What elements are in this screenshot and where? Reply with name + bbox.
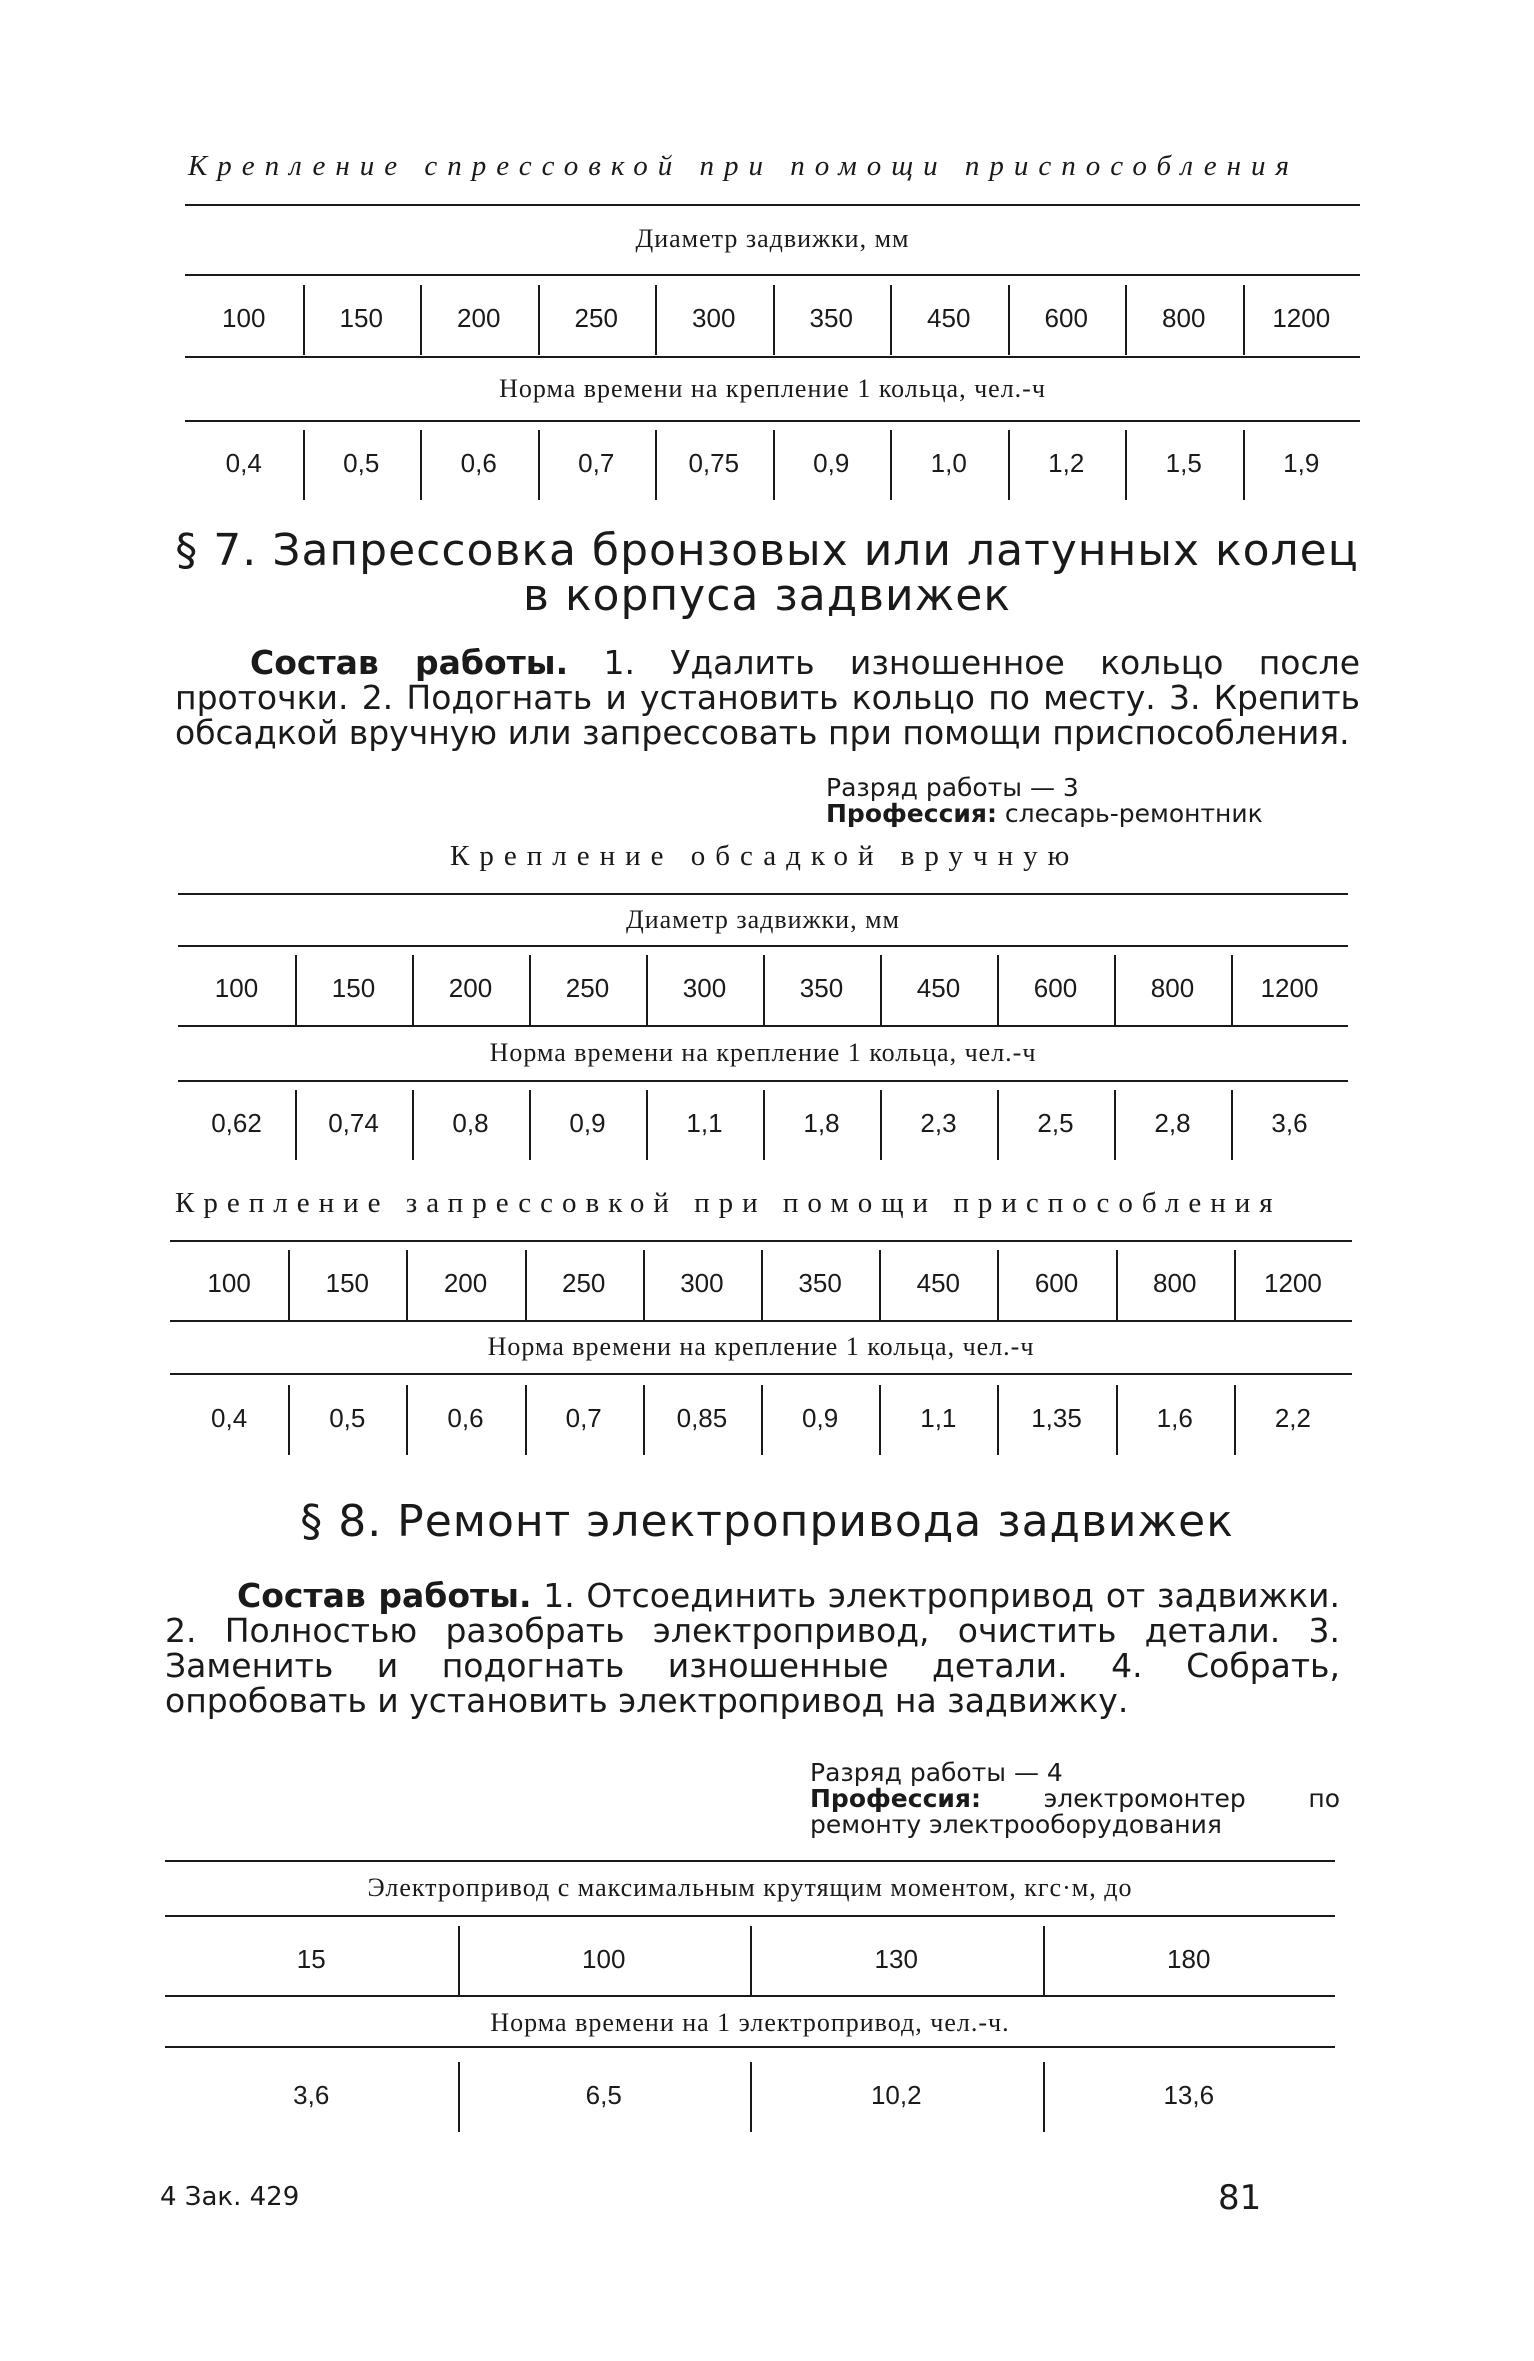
- table-cell: 450: [890, 303, 1008, 334]
- table-cell: 2,5: [997, 1108, 1114, 1139]
- table-cell: 250: [529, 973, 646, 1004]
- table-cell: 0,5: [303, 448, 421, 479]
- order-number: 4 Зак. 429: [160, 2182, 300, 2212]
- section-7-heading-line1: § 7. Запрессовка бронзовых или латунных колец: [175, 525, 1359, 576]
- table-cell: 200: [406, 1268, 524, 1299]
- composition-label: Состав работы.: [250, 643, 569, 682]
- table-cell: 3,6: [293, 2080, 330, 2110]
- table-cell: 0,75: [655, 448, 773, 479]
- table-cell: 1,0: [890, 448, 1008, 479]
- composition-label: Состав работы.: [237, 1576, 532, 1615]
- table-b-rule: [178, 945, 1348, 947]
- table-cell: 1,5: [1125, 448, 1243, 479]
- table-cell: 150: [288, 1268, 406, 1299]
- table-cell: 1,9: [1243, 448, 1361, 479]
- table-cell: 350: [761, 1268, 879, 1299]
- table-cell: 2,8: [1114, 1108, 1231, 1139]
- table-cell: 15: [296, 1944, 326, 1974]
- table-cell: 130: [750, 1944, 1043, 1975]
- table-cell: 0,4: [225, 448, 262, 478]
- table-c-rule: [170, 1320, 1352, 1322]
- table-cell: 0,9: [773, 448, 891, 479]
- section-7-grade: Разряд работы — 3: [826, 773, 1079, 802]
- table-c-caption: Крепление запрессовкой при помощи приспособления: [175, 1187, 1282, 1219]
- table-c-norm-row: [170, 1403, 1352, 1434]
- table-c-rule: [170, 1373, 1352, 1375]
- table-cell: 1200: [1231, 973, 1348, 1004]
- table-cell: 250: [538, 303, 656, 334]
- table-cell: 350: [763, 973, 880, 1004]
- table-cell: 0,6: [420, 448, 538, 479]
- table-cell: 200: [420, 303, 538, 334]
- table-cell: 150: [295, 973, 412, 1004]
- table-d-torque-row: [165, 1944, 1335, 1975]
- table-cell: 200: [412, 973, 529, 1004]
- section-8-composition: [165, 1578, 1340, 1718]
- table-d-norm-row: [165, 2080, 1335, 2111]
- section-8-grade: Разряд работы — 4: [810, 1758, 1063, 1787]
- table-cell: 100: [214, 973, 259, 1003]
- table-b-norm-row: [178, 1108, 1348, 1139]
- table-cell: 0,9: [529, 1108, 646, 1139]
- profession-value: электромонтер по ремонту электрооборудования: [810, 1784, 1341, 1839]
- table-cell: 0,85: [643, 1403, 761, 1434]
- table-cell: 2,2: [1234, 1403, 1352, 1434]
- table-cell: 0,7: [538, 448, 656, 479]
- table-cell: 0,8: [412, 1108, 529, 1139]
- table-c-diameter-row: [170, 1268, 1352, 1299]
- table-cell: 800: [1114, 973, 1231, 1004]
- table-c-top-rule: [170, 1240, 1352, 1242]
- table-b-norm-header: Норма времени на крепление 1 кольца, чел.-ч: [489, 1038, 1037, 1067]
- table-a-norm-row: [185, 448, 1360, 479]
- table-cell: 180: [1043, 1944, 1336, 1975]
- profession-label: Профессия:: [810, 1784, 981, 1813]
- table-a-top-rule: [185, 204, 1360, 206]
- table-cell: 800: [1116, 1268, 1234, 1299]
- table-d-top-rule: [165, 1860, 1335, 1862]
- table-cell: 450: [879, 1268, 997, 1299]
- table-cell: 0,7: [525, 1403, 643, 1434]
- table-cell: 0,6: [406, 1403, 524, 1434]
- table-cell: 300: [643, 1268, 761, 1299]
- table-cell: 600: [997, 1268, 1115, 1299]
- table-d-rule: [165, 2046, 1335, 2048]
- table-a-rule: [185, 420, 1360, 422]
- table-cell: 1,35: [997, 1403, 1115, 1434]
- table-b-diameter-row: [178, 973, 1348, 1004]
- table-cell: 250: [525, 1268, 643, 1299]
- table-a-diameter-row: [185, 303, 1360, 334]
- table-a-rule: [185, 356, 1360, 358]
- table-cell: 2,3: [880, 1108, 997, 1139]
- table-cell: 600: [997, 973, 1114, 1004]
- table-c-norm-header: Норма времени на крепление 1 кольца, чел.-ч: [487, 1332, 1035, 1361]
- table-cell: 100: [207, 1268, 251, 1298]
- table-cell: 800: [1125, 303, 1243, 334]
- section-7-heading-line2: в корпуса задвижек: [523, 570, 1011, 621]
- table-d-rule: [165, 1995, 1335, 1997]
- section-7-profession: [826, 801, 1263, 827]
- table-d-norm-header: Норма времени на 1 электропривод, чел.-ч.: [490, 2008, 1010, 2037]
- section-8-profession: [810, 1786, 1340, 1838]
- table-cell: 3,6: [1231, 1108, 1348, 1139]
- profession-value: слесарь-ремонтник: [1004, 799, 1263, 828]
- table-d-header: Электропривод с максимальным крутящим моментом, кгс·м, до: [367, 1873, 1133, 1902]
- table-cell: 6,5: [458, 2080, 751, 2111]
- table-b-rule: [178, 1080, 1348, 1082]
- table-b-caption: Крепление обсадкой вручную: [450, 840, 1080, 872]
- table-cell: 1,6: [1116, 1403, 1234, 1434]
- table-b-top-rule: [178, 893, 1348, 895]
- table-a-norm-header: Норма времени на крепление 1 кольца, чел.-ч: [499, 374, 1046, 403]
- table-cell: 0,4: [211, 1403, 248, 1433]
- table-a-rule: [185, 274, 1360, 276]
- profession-label: Профессия:: [826, 799, 997, 828]
- table-a-caption: Крепление спрессовкой при помощи приспособления: [188, 150, 1299, 182]
- table-cell: 300: [646, 973, 763, 1004]
- table-cell: 10,2: [750, 2080, 1043, 2111]
- table-cell: 100: [458, 1944, 751, 1975]
- section-7-composition: [175, 645, 1360, 750]
- table-cell: 600: [1008, 303, 1126, 334]
- table-cell: 1,1: [646, 1108, 763, 1139]
- table-d-rule: [165, 1915, 1335, 1917]
- table-cell: 100: [222, 303, 266, 333]
- table-cell: 0,62: [211, 1108, 262, 1138]
- table-cell: 450: [880, 973, 997, 1004]
- table-cell: 150: [303, 303, 421, 334]
- table-cell: 0,5: [288, 1403, 406, 1434]
- table-cell: 350: [773, 303, 891, 334]
- table-cell: 1,1: [879, 1403, 997, 1434]
- section-8-heading: § 8. Ремонт электропривода задвижек: [300, 1496, 1234, 1547]
- table-cell: 1,8: [763, 1108, 880, 1139]
- table-cell: 1200: [1234, 1268, 1352, 1299]
- composition-text: 1. Отсоединить электропривод от задвижки. 2. Полностью разобрать электропривод, очистить детали. 3. Заменить и подогнать изношенные детали. 4. Собрать, опробовать и установить электропривод на задвижку.: [165, 1576, 1340, 1720]
- table-cell: 0,74: [295, 1108, 412, 1139]
- composition-text: 1. Удалить изношенное кольцо после проточки. 2. Подогнать и установить кольцо по месту. 3. Крепить обсадкой вручную или запрессовать при помощи приспособления.: [175, 643, 1361, 752]
- table-cell: 13,6: [1043, 2080, 1336, 2111]
- table-cell: 1200: [1243, 303, 1361, 334]
- table-cell: 300: [655, 303, 773, 334]
- table-b-rule: [178, 1025, 1348, 1027]
- page-number: 81: [1218, 2178, 1262, 2218]
- table-a-header: Диаметр задвижки, мм: [635, 224, 910, 253]
- table-cell: 0,9: [761, 1403, 879, 1434]
- table-cell: 1,2: [1008, 448, 1126, 479]
- table-b-header: Диаметр задвижки, мм: [625, 905, 900, 934]
